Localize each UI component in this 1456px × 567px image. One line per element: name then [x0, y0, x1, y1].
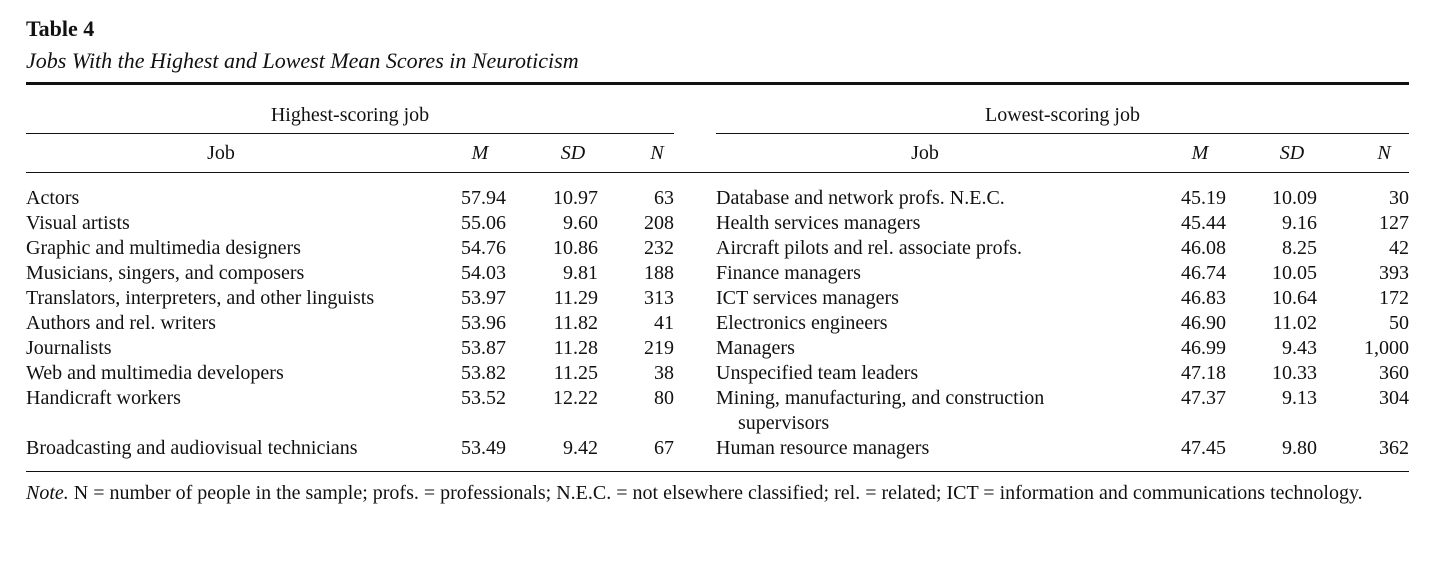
low-m: 46.90: [1181, 312, 1226, 334]
left-col-n-header: N: [650, 142, 664, 164]
table-row: [0, 261, 1456, 286]
table-row: [0, 286, 1456, 311]
low-sd: 9.13: [1282, 387, 1317, 409]
right-col-sd-header: SD: [1279, 142, 1305, 164]
low-sd: 10.64: [1272, 287, 1317, 309]
left-col-m-header: M: [471, 142, 489, 164]
low-m: 46.83: [1181, 287, 1226, 309]
high-job: Authors and rel. writers: [26, 312, 216, 334]
low-job: Health services managers: [716, 212, 921, 234]
low-n: 360: [1379, 362, 1409, 384]
low-sd: 9.43: [1282, 337, 1317, 359]
low-m: 45.44: [1181, 212, 1226, 234]
high-sd: 9.42: [563, 437, 598, 459]
low-job: Aircraft pilots and rel. associate profs.: [716, 237, 1023, 259]
low-job: Database and network profs. N.E.C.: [716, 187, 1005, 209]
high-m: 53.87: [461, 337, 506, 359]
high-sd: 11.82: [553, 312, 598, 334]
table-row: [0, 336, 1456, 361]
top-rule: [26, 82, 1409, 85]
right-col-job-header: Job: [911, 142, 939, 164]
low-sd: 9.16: [1282, 212, 1317, 234]
table-note: [26, 481, 1409, 506]
low-job-wrapped: [716, 386, 1044, 436]
high-m: 54.03: [461, 262, 506, 284]
low-m: 46.99: [1181, 337, 1226, 359]
high-job: Actors: [26, 187, 80, 209]
table-title: Jobs With the Highest and Lowest Mean Scores in Neuroticism: [26, 48, 579, 73]
high-n: 80: [654, 387, 674, 409]
low-sd: 8.25: [1282, 237, 1317, 259]
low-n: 30: [1389, 187, 1409, 209]
low-job: Finance managers: [716, 262, 861, 284]
low-n: 172: [1379, 287, 1409, 309]
table-row: [0, 211, 1456, 236]
low-sd: 11.02: [1272, 312, 1317, 334]
bottom-rule: [26, 471, 1409, 472]
right-group-heading: Lowest-scoring job: [985, 104, 1140, 126]
table-body: [0, 186, 1456, 461]
high-job: Visual artists: [26, 212, 130, 234]
low-sd: 9.80: [1282, 437, 1317, 459]
high-job: Graphic and multimedia designers: [26, 237, 301, 259]
high-m: 53.52: [461, 387, 506, 409]
high-sd: 11.25: [553, 362, 598, 384]
table-row: [0, 311, 1456, 336]
high-job: Broadcasting and audiovisual technicians: [26, 437, 358, 459]
low-m: 47.18: [1181, 362, 1226, 384]
table-row: [0, 236, 1456, 261]
high-m: 53.97: [461, 287, 506, 309]
left-group-heading: Highest-scoring job: [270, 104, 430, 126]
high-n: 313: [644, 287, 674, 309]
low-job: Managers: [716, 337, 795, 359]
high-m: 53.96: [461, 312, 506, 334]
high-n: 219: [644, 337, 674, 359]
high-sd: 11.28: [553, 337, 598, 359]
high-sd: 9.81: [563, 262, 598, 284]
left-col-job-header: Job: [207, 142, 235, 164]
high-job: Musicians, singers, and composers: [26, 262, 305, 284]
table-row: [0, 436, 1456, 461]
low-job: Mining, manufacturing, and construction: [716, 387, 1045, 409]
high-n: 41: [654, 312, 674, 334]
high-n: 232: [644, 237, 674, 259]
high-job: Journalists: [26, 337, 112, 359]
low-job: Unspecified team leaders: [716, 362, 919, 384]
low-m: 47.37: [1181, 387, 1226, 409]
right-col-m-header: M: [1191, 142, 1209, 164]
low-job: Human resource managers: [716, 437, 930, 459]
high-n: 67: [654, 437, 674, 459]
table-number: Table 4: [26, 16, 95, 41]
low-n: 304: [1379, 387, 1409, 409]
low-m: 46.08: [1181, 237, 1226, 259]
low-sd: 10.33: [1272, 362, 1317, 384]
high-sd: 12.22: [553, 387, 598, 409]
right-col-n-header: N: [1377, 142, 1391, 164]
left-group-rule: [26, 133, 674, 134]
low-n: 50: [1389, 312, 1409, 334]
note-text: N = number of people in the sample; profs. = professionals; N.E.C. = not elsewhere classified; rel. = related; ICT = information and communications technology.: [73, 482, 1363, 504]
high-sd: 10.97: [553, 187, 598, 209]
low-job: Electronics engineers: [716, 312, 888, 334]
high-m: 57.94: [461, 187, 506, 209]
low-job: ICT services managers: [716, 287, 899, 309]
high-m: 54.76: [461, 237, 506, 259]
high-sd: 11.29: [553, 287, 598, 309]
table-row: [0, 361, 1456, 386]
low-n: 393: [1379, 262, 1409, 284]
high-job: Translators, interpreters, and other linguists: [26, 287, 375, 309]
table-row: [0, 186, 1456, 211]
high-sd: 9.60: [563, 212, 598, 234]
low-n: 127: [1379, 212, 1409, 234]
high-job: Web and multimedia developers: [26, 362, 284, 384]
table-row: [0, 386, 1456, 436]
high-n: 188: [644, 262, 674, 284]
high-n: 63: [654, 187, 674, 209]
high-n: 208: [644, 212, 674, 234]
high-m: 53.82: [461, 362, 506, 384]
note-label: Note.: [26, 482, 69, 504]
high-m: 53.49: [461, 437, 506, 459]
low-sd: 10.05: [1272, 262, 1317, 284]
low-n: 1,000: [1364, 337, 1409, 359]
low-m: 46.74: [1181, 262, 1226, 284]
low-m: 47.45: [1181, 437, 1226, 459]
low-n: 362: [1379, 437, 1409, 459]
low-job-continuation: supervisors: [738, 412, 830, 434]
low-m: 45.19: [1181, 187, 1226, 209]
header-bottom-rule: [26, 172, 1409, 173]
right-group-rule: [716, 133, 1409, 134]
left-col-sd-header: SD: [560, 142, 586, 164]
high-job: Handicraft workers: [26, 387, 181, 409]
low-sd: 10.09: [1272, 187, 1317, 209]
high-sd: 10.86: [553, 237, 598, 259]
high-n: 38: [654, 362, 674, 384]
low-n: 42: [1389, 237, 1409, 259]
high-m: 55.06: [461, 212, 506, 234]
